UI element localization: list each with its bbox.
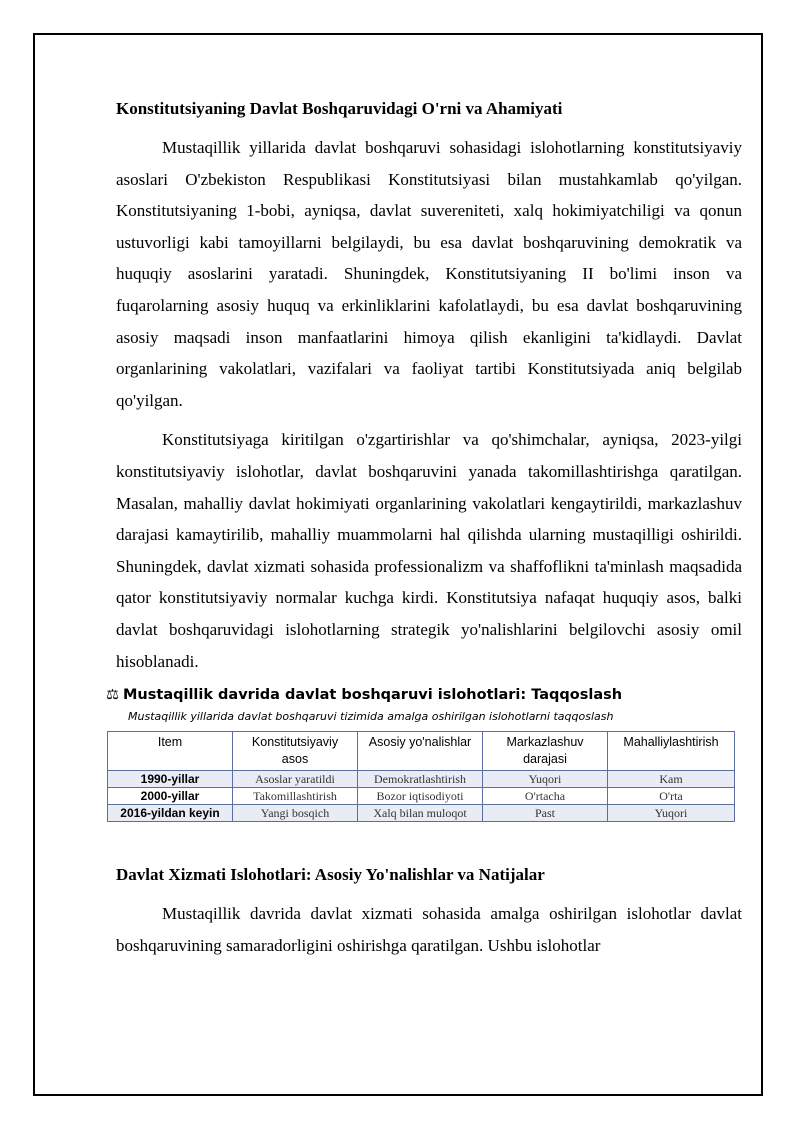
spacer <box>116 822 742 864</box>
table-cell: Yangi bosqich <box>233 805 358 822</box>
section-title: Davlat Xizmati Islohotlari: Asosiy Yo'nalishlar va Natijalar <box>116 865 545 885</box>
table-header-cell: Markazlashuv darajasi <box>483 732 608 771</box>
body-paragraph: Konstitutsiyaga kiritilgan o'zgartirishlar va qo'shimchalar, ayniqsa, 2023-yilgi konstitutsiyaviy islohotlar, davlat boshqaruvini yanada takomillashtirishga qaratilgan. Masalan, mahalliy davlat hokimiyati organlarining vakolatlari kengaytirildi, markazlashuv darajasi kamaytirilib, mahalliy muammolarni hal qilishda ularning mustaqilligi oshirildi. Shuningdek, davlat xizmati sohasida professionalizm va shaffoflikni ta'minlash maqsadida qator konstitutsiyaviy normalar kuchga kirdi. Konstitutsiya nafaqat huquqiy asos, balki davlat boshqaruvidagi islohotlarning strategik yo'nalishlarini belgilovchi asosiy omil hisoblanadi. <box>116 430 742 671</box>
table-cell: Takomillashtirish <box>233 788 358 805</box>
body-paragraph: Mustaqillik davrida davlat xizmati sohasida amalga oshirilgan islohotlar davlat boshqaruvining samaradorligini oshirishga qaratilgan. Ushbu islohotlar <box>116 904 742 955</box>
table-header-cell: Item <box>108 732 233 771</box>
table-row-label: 1990-yillar <box>108 771 233 788</box>
body-paragraph: Mustaqillik yillarida davlat boshqaruvi sohasidagi islohotlarning konstitutsiyaviy asoslari O'zbekiston Respublikasi Konstitutsiyasi bilan mustahkamlab qo'yilgan. Konstitutsiyaning 1-bobi, ayniqsa, davlat suvereniteti, xalq hokimiyatchiligi va qonun ustuvorligi kabi tamoyillarni belgilaydi, bu esa davlat boshqaruvining demokratik va huquqiy asoslarini yaratadi. Shuningdek, Konstitutsiyaning II bo'limi inson va fuqarolarning asosiy huquq va erkinliklarini kafolatlaydi, bu esa davlat boshqaruvining asosiy maqsadi inson manfaatlarini himoya qilish ekanligini ta'kidlaydi. Davlat organlarining vakolatlari, vazifalari va faoliyat tartibi Konstitutsiyada aniq belgilab qo'yilgan. <box>116 138 742 410</box>
table-row <box>108 788 735 805</box>
table-row-label: 2000-yillar <box>108 788 233 805</box>
table-row-label: 2016-yildan keyin <box>108 805 233 822</box>
table-subtitle: Mustaqillik yillarida davlat boshqaruvi tizimida amalga oshirilgan islohotlarni taqqoslash <box>128 710 614 724</box>
table-cell: Bozor iqtisodiyoti <box>358 788 483 805</box>
table-cell: O'rtacha <box>483 788 608 805</box>
table-header-cell: Mahalliylashtirish <box>608 732 735 771</box>
table-header-cell: Asosiy yo'nalishlar <box>358 732 483 771</box>
table-cell: Asoslar yaratildi <box>233 771 358 788</box>
section-title: Konstitutsiyaning Davlat Boshqaruvidagi O'rni va Ahamiyati <box>116 99 563 118</box>
table-title <box>106 685 742 705</box>
table-cell: O'rta <box>608 788 735 805</box>
table-cell: Yuqori <box>608 805 735 822</box>
table-cell: Kam <box>608 771 735 788</box>
table-title-text: Mustaqillik davrida davlat boshqaruvi islohotlari: Taqqoslash <box>123 687 623 704</box>
table-cell: Past <box>483 805 608 822</box>
comparison-table <box>107 731 735 822</box>
scale-icon: ⚖ <box>106 687 119 704</box>
table-header-row <box>108 732 735 771</box>
table-row <box>108 771 735 788</box>
table-header-cell: Konstitutsiyaviy asos <box>233 732 358 771</box>
document-body <box>106 98 742 969</box>
table-cell: Demokratlashtirish <box>358 771 483 788</box>
table-row <box>108 805 735 822</box>
table-cell: Yuqori <box>483 771 608 788</box>
table-cell: Xalq bilan muloqot <box>358 805 483 822</box>
